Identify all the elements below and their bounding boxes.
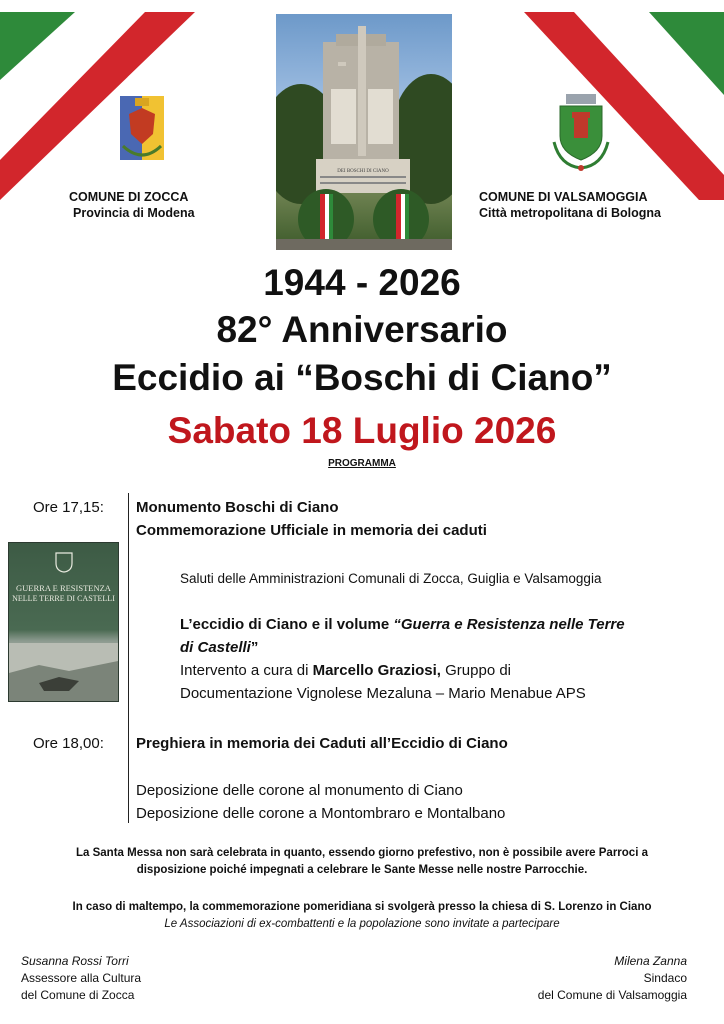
- signature-right-org: del Comune di Valsamoggia: [537, 988, 687, 1002]
- time-first: Ore 17,15:: [33, 499, 104, 516]
- program-intervento: [180, 660, 511, 681]
- program-divider: [128, 493, 129, 823]
- note-maltempo: In caso di maltempo, la commemorazione pomeridiana si svolgerà presso la chiesa di S. Lorenzo in Ciano: [72, 901, 652, 913]
- note-messa-2: disposizione poiché impegnati a celebrare le Sante Messe nelle nostre Parrocchie.: [136, 864, 588, 876]
- monument-photo: [276, 14, 452, 250]
- title-date: Sabato 18 Luglio 2026: [167, 410, 557, 451]
- book-title-b: di Castelli: [180, 639, 251, 656]
- signature-left-role: Assessore alla Cultura: [21, 971, 142, 985]
- intervento-post: Gruppo di: [440, 662, 512, 679]
- note-invito: Le Associazioni di ex-combattenti e la popolazione sono invitate a partecipare: [164, 918, 560, 930]
- tricolor-ribbon-left: [0, 0, 200, 200]
- program-deposition-2: Deposizione delle corone a Montombraro e Montalbano: [136, 805, 506, 822]
- book-cover: [8, 542, 119, 702]
- valsamoggia-name: COMUNE DI VALSAMOGGIA: [479, 190, 648, 204]
- monument-plaque-text: DEI BOSCHI DI CIANO: [337, 169, 389, 174]
- zocca-province: Provincia di Modena: [73, 206, 195, 220]
- time-second: Ore 18,00:: [33, 735, 104, 752]
- program-saluti: Saluti delle Amministrazioni Comunali di Zocca, Guiglia e Valsamoggia: [180, 571, 602, 586]
- signature-right-role: Sindaco: [643, 971, 687, 985]
- note-messa-1: La Santa Messa non sarà celebrata in quanto, essendo giorno prefestivo, non è possibile avere Parroci a: [76, 847, 648, 859]
- valsamoggia-city: Città metropolitana di Bologna: [479, 206, 661, 220]
- program-deposition-1: Deposizione delle corone al monumento di Ciano: [136, 782, 463, 799]
- programma-heading: PROGRAMMA: [328, 458, 396, 469]
- book-emblem-icon: [54, 551, 74, 573]
- program-book-line1: [180, 614, 625, 635]
- program-monument: Monumento Boschi di Ciano: [136, 499, 339, 516]
- intervento-pre: Intervento a cura di: [180, 662, 313, 679]
- municipality-left: [69, 189, 195, 221]
- signature-left-org: del Comune di Zocca: [21, 988, 135, 1002]
- zocca-name: COMUNE DI ZOCCA: [69, 190, 189, 204]
- municipality-right: [479, 189, 661, 221]
- title-years: 1944 - 2026: [263, 262, 461, 303]
- book-cover-line1: GUERRA E RESISTENZA: [16, 583, 111, 593]
- zocca-crest-icon: [117, 94, 167, 170]
- book-title-end: ”: [250, 639, 259, 656]
- title-anniversary: 82° Anniversario: [216, 309, 508, 350]
- program-commemoration: Commemorazione Ufficiale in memoria dei caduti: [136, 522, 487, 539]
- program-prayer: Preghiera in memoria dei Caduti all’Eccidio di Ciano: [136, 735, 508, 752]
- program-intervento-line2: Documentazione Vignolese Mezaluna – Mario Menabue APS: [180, 685, 586, 702]
- program-book-line2: [180, 637, 258, 658]
- book-cover-photo: [9, 643, 118, 701]
- valsamoggia-crest-icon: [550, 92, 612, 172]
- signature-left: [21, 953, 141, 1004]
- intervento-name: Marcello Graziosi,: [312, 662, 441, 679]
- title-event: Eccidio ai “Boschi di Ciano”: [112, 357, 612, 398]
- book-title-a: “Guerra e Resistenza nelle Terre: [393, 616, 625, 633]
- signature-left-name: Susanna Rossi Torri: [21, 954, 129, 968]
- signature-right: [538, 953, 687, 1004]
- book-intro: L’eccidio di Ciano e il volume: [180, 616, 394, 633]
- signature-right-name: Milena Zanna: [614, 954, 687, 968]
- book-cover-line2: NELLE TERRE DI CASTELLI: [12, 594, 115, 603]
